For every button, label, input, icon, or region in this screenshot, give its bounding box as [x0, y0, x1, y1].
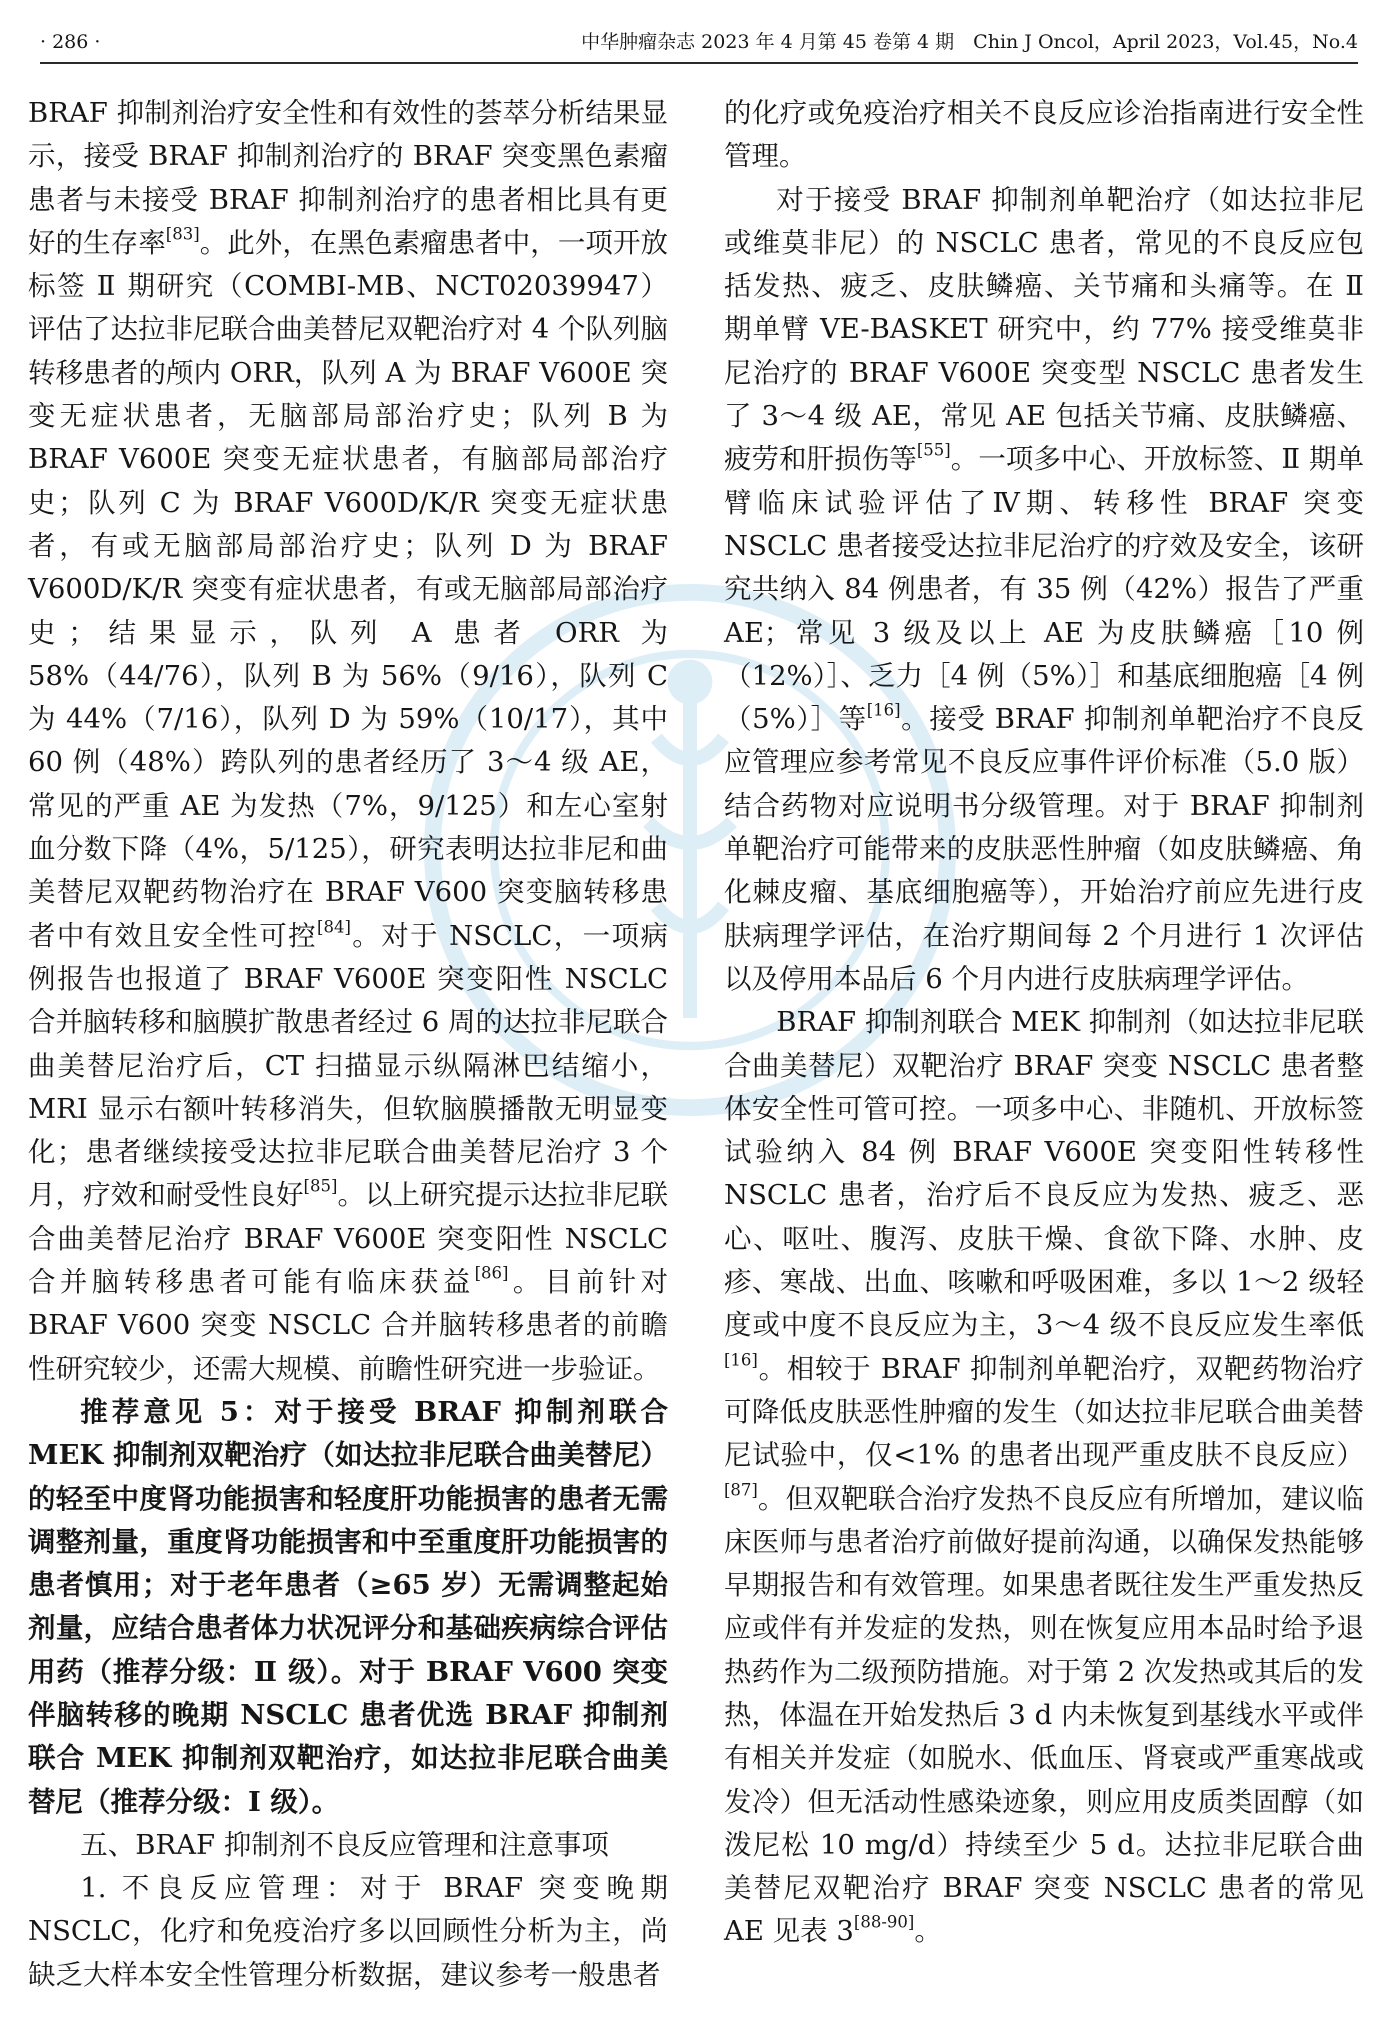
paragraph: 对于接受 BRAF 抑制剂单靶治疗（如达拉非尼或维莫非尼）的 NSCLC 患者，常见的不良反应包括发热、疲乏、皮肤鳞癌、关节痛和头痛等。在 Ⅱ 期单臂 VE-BASKET 研究中，约 77% 接受维莫非尼治疗的 BRAF V600E 突变型 NSCLC 患者发生了 3～4 级 AE，常见 AE 包括关节痛、皮肤鳞癌、疲劳和肝损伤等[55]。一项多中心、开放标签、Ⅱ 期单臂临床试验评估了Ⅳ期、转移性 BRAF 突变 NSCLC 患者接受达拉非尼治疗的疗效及安全，该研究共纳入 84 例患者，有 35 例（42%）报告了严重 AE；常见 3 级及以上 AE 为皮肤鳞癌［10 例（12%）］、乏力［4 例（5%）］和基底细胞癌［4 例（5%）］等[16]。接受 BRAF 抑制剂单靶治疗不良反应管理应参考常见不良反应事件评价标准（5.0 版）结合药物对应说明书分级管理。对于 BRAF 抑制剂单靶治疗可能带来的皮肤恶性肿瘤（如皮肤鳞癌、角化棘皮瘤、基底细胞癌等），开始治疗前应先进行皮肤病理学评估，在治疗期间每 2 个月进行 1 次评估以及停用本品后 6 个月内进行皮肤病理学评估。 — [724, 183, 1365, 995]
right-column — [724, 92, 1364, 1954]
paragraph: 的化疗或免疫治疗相关不良反应诊治指南进行安全性管理。 — [724, 97, 1364, 173]
citation-ref: [16] — [866, 700, 901, 720]
citation-ref: [85] — [303, 1177, 338, 1197]
citation-ref: [84] — [317, 917, 351, 937]
journal-citation: 中华肿瘤杂志 2023 年 4 月第 45 卷第 4 期 Chin J Oncol，April 2023，Vol.45，No.4 — [581, 31, 1358, 53]
recommendation-5: 推荐意见 5：对于接受 BRAF 抑制剂联合 MEK 抑制剂双靶治疗（如达拉非尼联合曲美替尼）的轻至中度肾功能损害和轻度肝功能损害的患者无需调整剂量，重度肾功能损害和中至重度肝功能损害的患者慎用；对于老年患者（≥65 岁）无需调整起始剂量，应结合患者体力状况评分和基础疾病综合评估用药（推荐分级：Ⅱ 级）。对于 BRAF V600 突变伴脑转移的晚期 NSCLC 患者优选 BRAF 抑制剂联合 MEK 抑制剂双靶治疗，如达拉非尼联合曲美替尼（推荐分级：Ⅰ 级）。 — [28, 1395, 668, 1818]
citation-ref: [83] — [165, 224, 200, 244]
citation-ref: [55] — [916, 441, 951, 460]
citation-ref: [16] — [724, 1350, 758, 1370]
citation-ref: [86] — [474, 1263, 509, 1283]
left-column — [28, 92, 668, 1997]
paragraph: BRAF 抑制剂联合 MEK 抑制剂（如达拉非尼联合曲美替尼）双靶治疗 BRAF 突变 NSCLC 患者整体安全性可管可控。一项多中心、非随机、开放标签试验纳入 84 例 BRAF V600E 突变阳性转移性 NSCLC 患者，治疗后不良反应为发热、疲乏、恶心、呕吐、腹泻、皮肤干燥、食欲下降、水肿、皮疹、寒战、出血、咳嗽和呼吸困难，多以 1～2 级轻度或中度不良反应为主，3～4 级不良反应发生率低[16]。相较于 BRAF 抑制剂单靶治疗，双靶药物治疗可降低皮肤恶性肿瘤的发生（如达拉非尼联合曲美替尼试验中，仅<1% 的患者出现严重皮肤不良反应）[87]。但双靶联合治疗发热不良反应有所增加，建议临床医师与患者治疗前做好提前沟通，以确保发热能够早期报告和有效管理。如果患者既往发生严重发热反应或伴有并发症的发热，则在恢复应用本品时给予退热药作为二级预防措施。对于第 2 次发热或其后的发热，体温在开始发热后 3 d 内未恢复到基线水平或伴有相关并发症（如脱水、低血压、肾衰或严重寒战或发冷）但无活动性感染迹象，则应用皮质类固醇（如泼尼松 10 mg/d）持续至少 5 d。达拉非尼联合曲美替尼双靶治疗 BRAF 突变 NSCLC 患者的常见 AE 见表 3[88-90]。 — [724, 1006, 1364, 1948]
running-header — [40, 22, 1358, 64]
paragraph: BRAF 抑制剂治疗安全性和有效性的荟萃分析结果显示，接受 BRAF 抑制剂治疗的 BRAF 突变黑色素瘤患者与未接受 BRAF 抑制剂治疗的患者相比具有更好的生存率[83]。此外，在黑色素瘤患者中，一项开放标签 Ⅱ 期研究（COMBI-MB、NCT02039947）评估了达拉非尼联合曲美替尼双靶治疗对 4 个队列脑转移患者的颅内 ORR，队列 A 为 BRAF V600E 突变无症状患者，无脑部局部治疗史；队列 B 为 BRAF V600E 突变无症状患者，有脑部局部治疗史；队列 C 为 BRAF V600D/K/R 突变无症状患者，有或无脑部局部治疗史；队列 D 为 BRAF V600D/K/R 突变有症状患者，有或无脑部局部治疗史；结果显示，队列 A 患者 ORR 为 58%（44/76），队列 B 为 56%（9/16），队列 C 为 44%（7/16），队列 D 为 59%（10/17），其中 60 例（48%）跨队列的患者经历了 3～4 级 AE，常见的严重 AE 为发热（7%，9/125）和左心室射血分数下降（4%，5/125），研究表明达拉非尼和曲美替尼双靶药物治疗在 BRAF V600 突变脑转移患者中有效且安全性可控[84]。对于 NSCLC，一项病例报告也报道了 BRAF V600E 突变阳性 NSCLC 合并脑转移和脑膜扩散患者经过 6 周的达拉非尼联合曲美替尼治疗后，CT 扫描显示纵隔淋巴结缩小，MRI 显示右额叶转移消失，但软脑膜播散无明显变化；患者继续接受达拉非尼联合曲美替尼治疗 3 个月，疗效和耐受性良好[85]。以上研究提示达拉非尼联合曲美替尼治疗 BRAF V600E 突变阳性 NSCLC 合并脑转移患者可能有临床获益[86]。目前针对 BRAF V600 突变 NSCLC 合并脑转移患者的前瞻性研究较少，还需大规模、前瞻性研究进一步验证。 — [28, 97, 669, 1385]
citation-ref: [88-90] — [853, 1913, 915, 1933]
page-number: · 286 · — [40, 31, 101, 53]
section-heading: 五、BRAF 抑制剂不良反应管理和注意事项 — [80, 1828, 609, 1861]
citation-ref: [87] — [724, 1480, 758, 1500]
paragraph: 1. 不良反应管理：对于 BRAF 突变晚期 NSCLC，化疗和免疫治疗多以回顾性分析为主，尚缺乏大样本安全性管理分析数据，建议参考一般患者 — [28, 1872, 668, 1991]
